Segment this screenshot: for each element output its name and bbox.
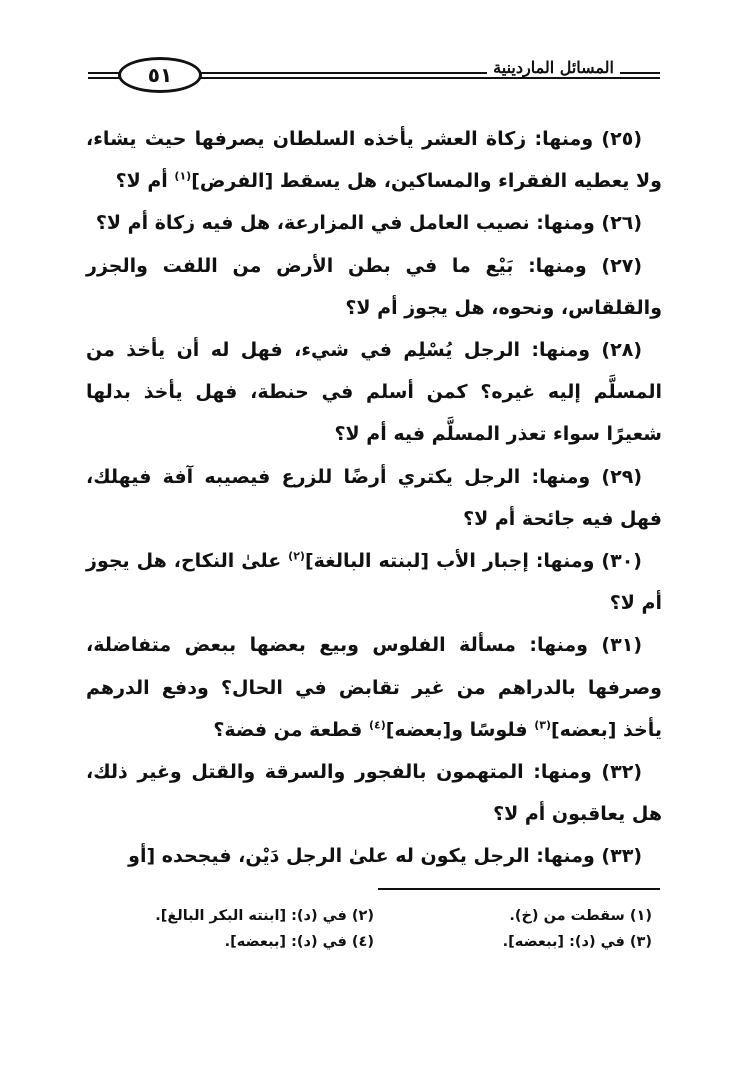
footnote-2: (٢) في (د): [ابنته البكر البالغ]. bbox=[155, 908, 374, 924]
footnote-ref-3: (٣) bbox=[534, 718, 551, 732]
footnotes bbox=[96, 903, 652, 955]
footnote-3: (٣) في (د): [ببعضه]. bbox=[502, 934, 652, 950]
paragraph-28: (٢٨) ومنها: الرجل يُسْلِم في شيء، فهل له أن يأخذ من المسلَّم إليه غيره؟ كمن أسلم في حنطة، فهل يأخذ بدلها شعيرًا سواء تعذر المسلَّم فيه أم لا؟ bbox=[86, 339, 662, 446]
paragraph-27: (٢٧) ومنها: بَيْع ما في بطن الأرض من اللفت والجزر والقلقاس، ونحوه، هل يجوز أم لا؟ bbox=[86, 254, 662, 319]
footnote-ref-2: (٢) bbox=[288, 549, 305, 563]
footnote-1: (١) سقطت من (خ). bbox=[509, 908, 652, 924]
paragraph-25: (٢٥) ومنها: زكاة العشر يأخذه السلطان يصرفها حيث يشاء، ولا يعطيه الفقراء والمساكين، هل يسقط [الفرض]$^{(١)}$ أم لا؟ bbox=[86, 128, 662, 193]
footnote-ref-1: (١) bbox=[174, 169, 192, 183]
running-title: المسائل الماردينية bbox=[487, 58, 620, 77]
paragraph-31: (٣١) ومنها: مسألة الفلوس وبيع بعضها ببعض متفاضلة، وصرفها بالدراهم من غير تقابض في الحال؟ ودفع الدرهم يأخذ [بعضه]$^{(٣)}$ فلوسًا و[بعضه]$^{(٤)}$ قطعة من فضة؟ bbox=[86, 634, 662, 741]
paragraph-26: (٢٦) ومنها: نصيب العامل في المزارعة، هل فيه زكاة أم لا؟ bbox=[95, 212, 642, 235]
paragraph-32: (٣٢) ومنها: المتهمون بالفجور والسرقة والقتل وغير ذلك، هل يعاقبون أم لا؟ bbox=[86, 761, 662, 826]
paragraph-30: (٣٠) ومنها: إجبار الأب [لبنته البالغة]$^{(٢)}$ علىٰ النكاح، هل يجوز أم لا؟ bbox=[86, 549, 662, 615]
footnote-ref-4: (٤) bbox=[368, 718, 386, 732]
paragraph-29: (٢٩) ومنها: الرجل يكتري أرضًا للزرع فيصيبه آفة فيهلك، فهل فيه جائحة أم لا؟ bbox=[86, 465, 662, 530]
page-header bbox=[88, 56, 660, 92]
main-text bbox=[86, 118, 662, 878]
footnote-separator bbox=[378, 888, 660, 890]
page-number: ٥١ bbox=[118, 57, 202, 93]
footnote-4: (٤) في (د): [ببعضه]. bbox=[224, 934, 374, 950]
paragraph-33: (٣٣) ومنها: الرجل يكون له علىٰ الرجل دَيْن، فيجحده [أو bbox=[128, 845, 642, 868]
